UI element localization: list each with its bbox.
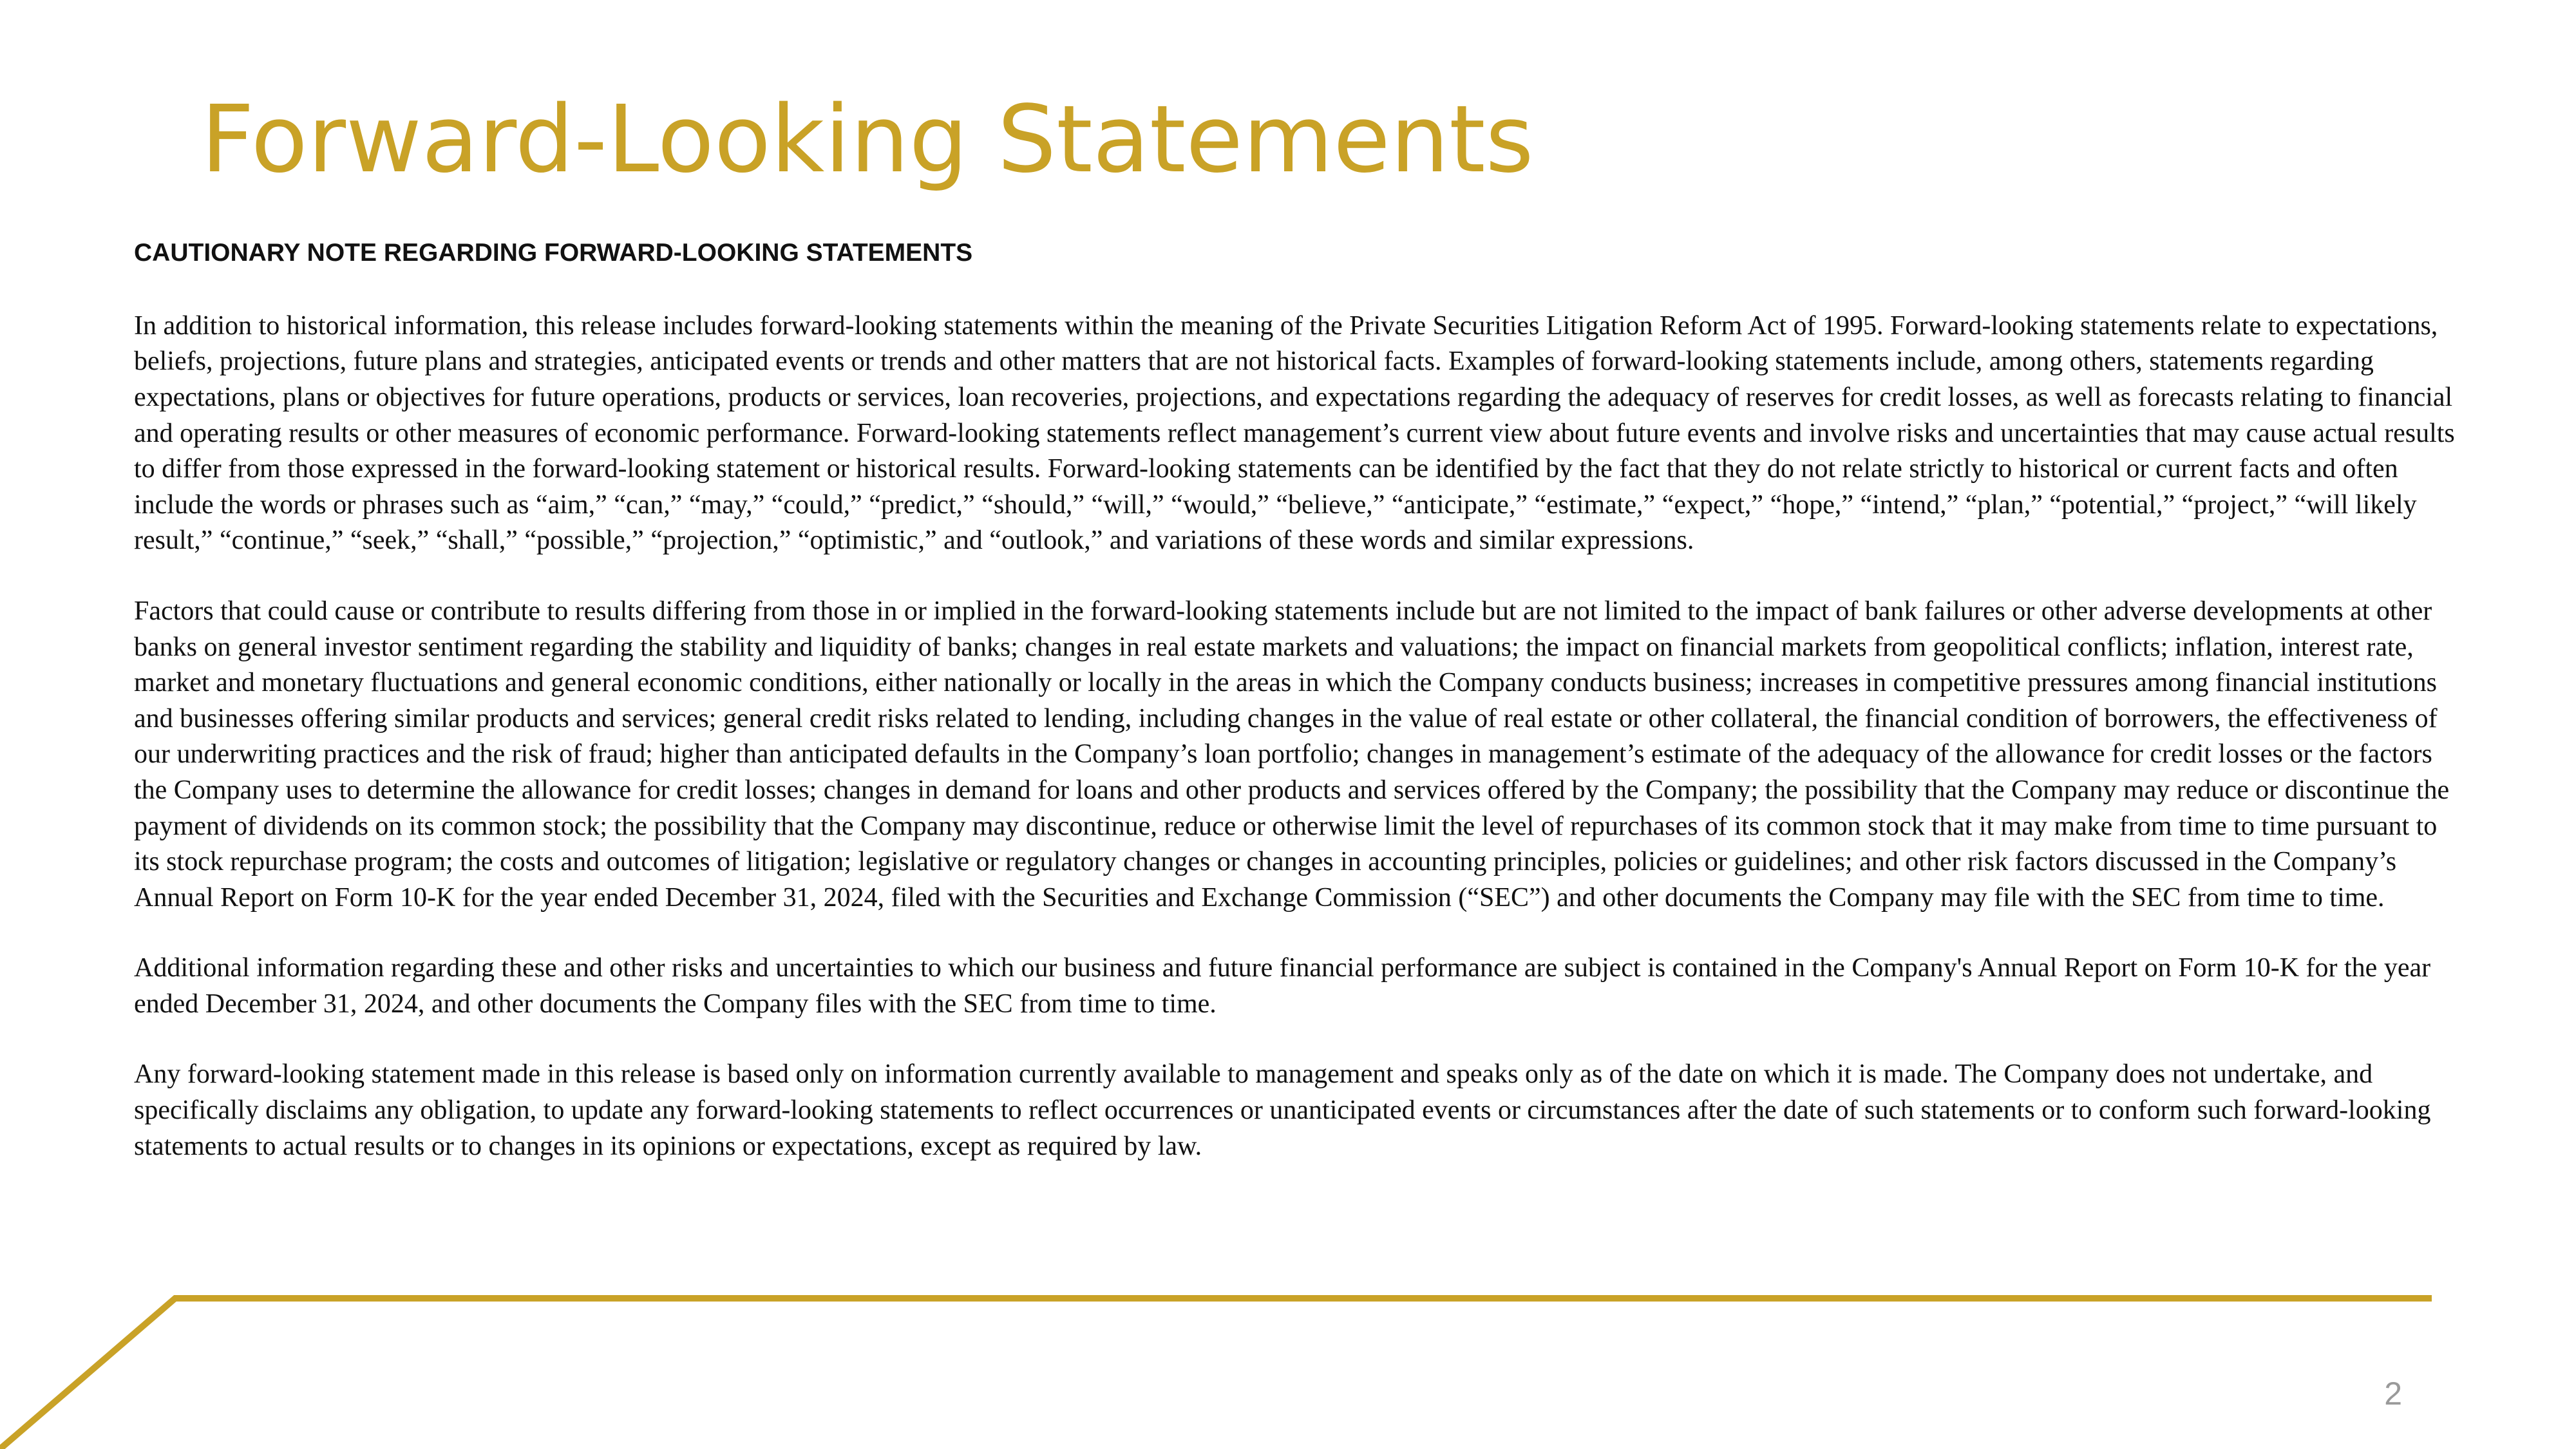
- paragraph-forward-looking-definition: In addition to historical information, this release includes forward-looking statements within the meaning of the Private Securities Litigation Reform Act of 1995. Forward-looking statements relate to expectations, beliefs, projections, future plans and strategies, anticipated events or trends and other matters that are not historical facts. Examples of forward-looking statements include, among others, statements regarding expectations, plans or objectives for future operations, products or services, loan recoveries, projections, and expectations regarding the adequacy of reserves for credit losses, as well as forecasts relating to financial and operating results or other measures of economic performance. Forward-looking statements reflect management’s current view about future events and involve risks and uncertainties that may cause actual results to differ from those expressed in the forward-looking statement or historical results. Forward-looking statements can be identified by the fact that they do not relate strictly to historical or current facts and often include the words or phrases such as “aim,” “can,” “may,” “could,” “predict,” “should,” “will,” “would,” “believe,” “anticipate,” “estimate,” “expect,” “hope,” “intend,” “plan,” “potential,” “project,” “will likely result,” “continue,” “seek,” “shall,” “possible,” “projection,” “optimistic,” and “outlook,” and variations of these words and similar expressions.: [134, 310, 2455, 556]
- paragraph-no-obligation: Any forward-looking statement made in this release is based only on information currently available to management and speaks only as of the date on which it is made. The Company does not undertake, and specifically disclaims any obligation, to update any forward-looking statements to reflect occurrences or unanticipated events or circumstances after the date of such statements or to conform such forward-looking statements to actual results or to changes in its opinions or expectations, except as required by law.: [134, 1059, 2431, 1161]
- paragraph-risk-factors: Factors that could cause or contribute to results differing from those in or implied in the forward-looking statements include but are not limited to the impact of bank failures or other adverse developments at other banks on general investor sentiment regarding the stability and liquidity of banks; changes in real estate markets and valuations; the impact on financial markets from geopolitical conflicts; inflation, interest rate, market and monetary fluctuations and general economic conditions, either nationally or locally in the areas in which the Company conducts business; increases in competitive pressures among financial institutions and businesses offering similar products and services; general credit risks related to lending, including changes in the value of real estate or other collateral, the financial condition of borrowers, the effectiveness of our underwriting practices and the risk of fraud; higher than anticipated defaults in the Company’s loan portfolio; changes in management’s estimate of the adequacy of the allowance for credit losses or the factors the Company uses to determine the allowance for credit losses; changes in demand for loans and other products and services offered by the Company; the possibility that the Company may reduce or discontinue the payment of dividends on its common stock; the possibility that the Company may discontinue, reduce or otherwise limit the level of repurchases of its common stock that it may make from time to time pursuant to its stock repurchase program; the costs and outcomes of litigation; legislative or regulatory changes or changes in accounting principles, policies or guidelines; and other risk factors discussed in the Company’s Annual Report on Form 10-K for the year ended December 31, 2024, filed with the Securities and Exchange Commission (“SEC”) and other documents the Company may file with the SEC from time to time.: [134, 596, 2450, 913]
- section-heading: CAUTIONARY NOTE REGARDING FORWARD-LOOKING STATEMENTS: [134, 239, 973, 267]
- footer-accent-polyline: [0, 1298, 2432, 1449]
- slide-title: Forward-Looking Statements: [201, 85, 1534, 193]
- paragraph-additional-information: Additional information regarding these and other risks and uncertainties to which our business and future financial performance are subject is contained in the Company's Annual Report on Form 10-K for the year ended December 31, 2024, and other documents the Company files with the SEC from time to time.: [134, 953, 2431, 1019]
- page-number: 2: [2384, 1376, 2402, 1412]
